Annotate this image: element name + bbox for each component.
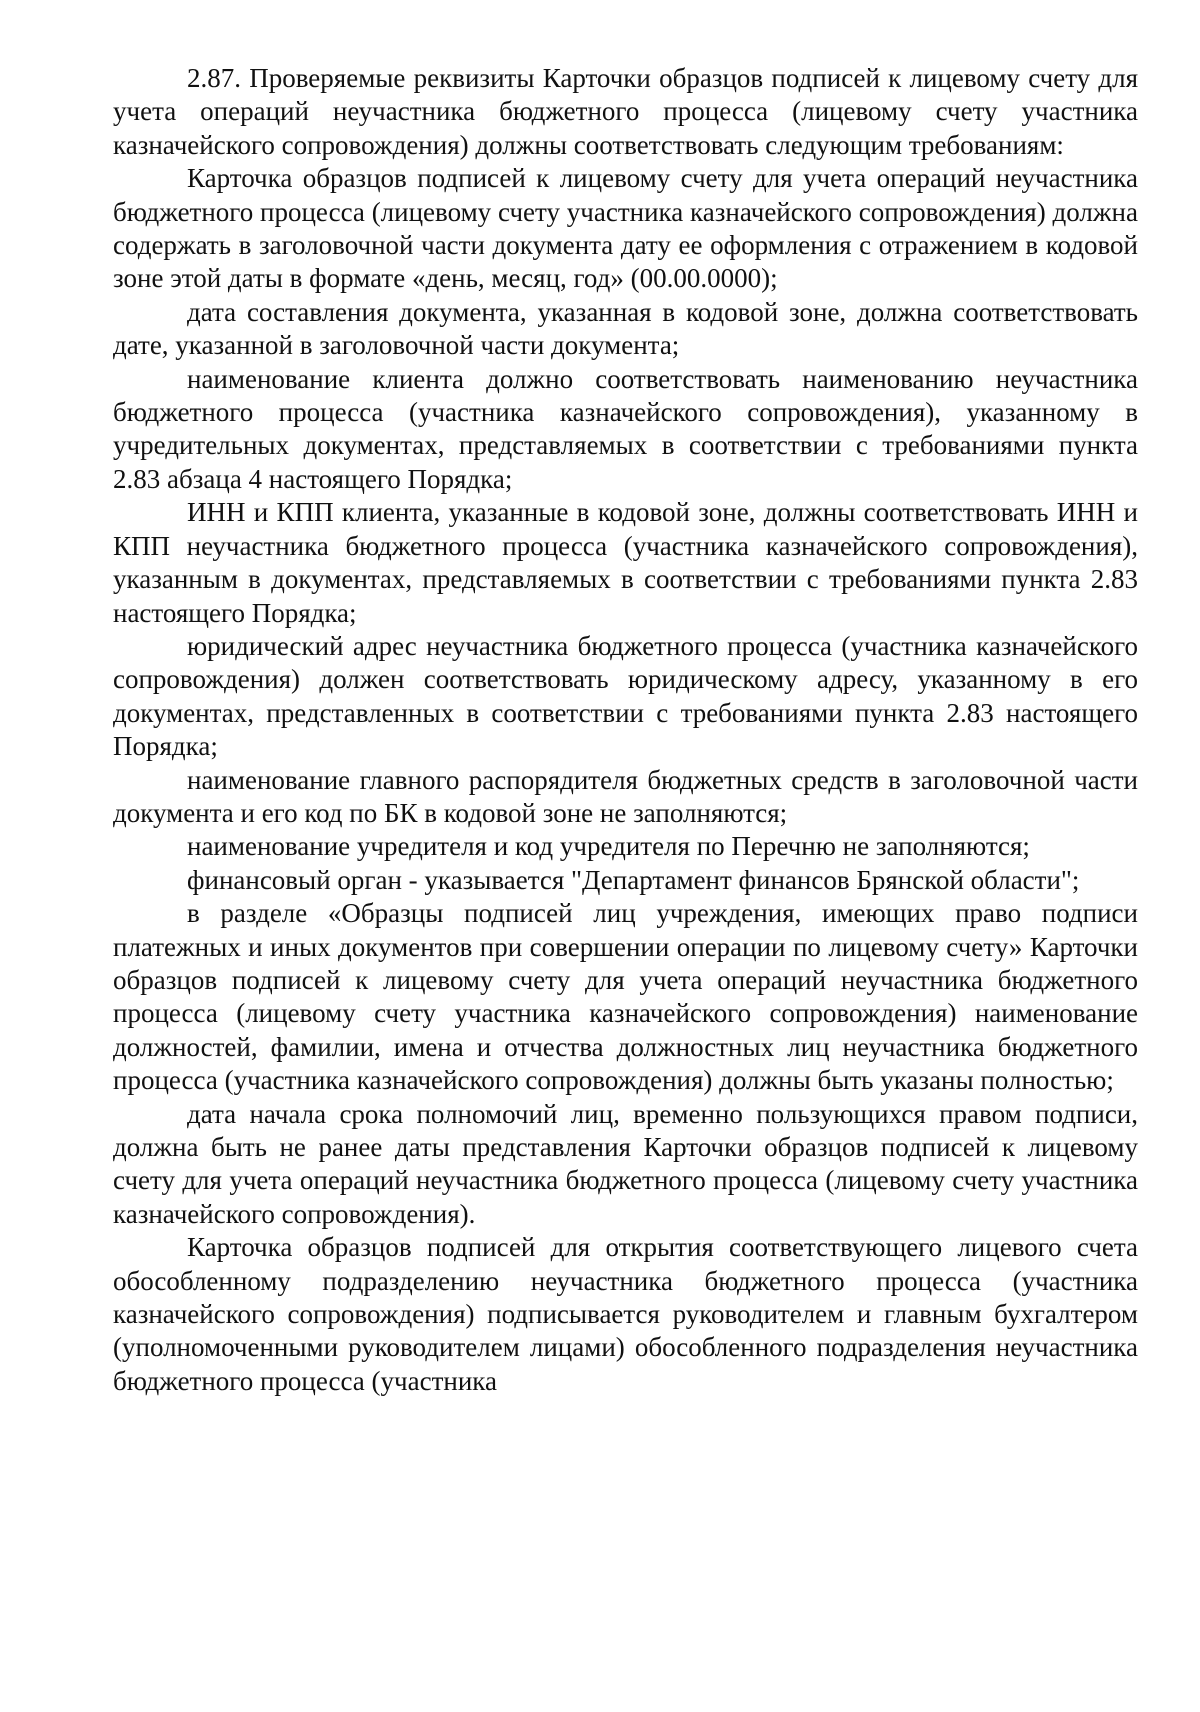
paragraph-document-date: дата составления документа, указанная в кодовой зоне, должна соответствовать дате, указанной в заголовочной части документа; xyxy=(113,296,1138,361)
paragraph-authority-date: дата начала срока полномочий лиц, временно пользующихся правом подписи, должна быть не ранее даты представления Карточки образцов подписей к лицевому счету для учета операций неучастника бюджетного процесса (лицевому счету участника казначейского сопровождения). xyxy=(113,1098,1138,1229)
paragraph-client-name: наименование клиента должно соответствовать наименованию неучастника бюджетного процесса (участника казначейского сопровождения), указанному в учредительных документах, представляемых в соответствии с требованиями пункта 2.83 абзаца 4 настоящего Порядка; xyxy=(113,363,1138,494)
paragraph-inn-kpp: ИНН и КПП клиента, указанные в кодовой зоне, должны соответствовать ИНН и КПП неучастника бюджетного процесса (участника казначейского сопровождения), указанным в документах, представляемых в соответствии с требованиями пункта 2.83 настоящего Порядка; xyxy=(113,497,1138,628)
paragraph-separate-division: Карточка образцов подписей для открытия соответствующего лицевого счета обособленному подразделению неучастника бюджетного процесса (участника казначейского сопровождения) подписывается руководителем и главным бухгалтером (уполномоченными руководителем лицами) обособленного подразделения неучастника бюджетного процесса (участника xyxy=(113,1232,1138,1396)
paragraph-card-date: Карточка образцов подписей к лицевому счету для учета операций неучастника бюджетного процесса (лицевому счету участника казначейского сопровождения) должна содержать в заголовочной части документа дату ее оформления с отражением в кодовой зоне этой даты в формате «день, месяц, год» (00.00.0000); xyxy=(113,163,1138,294)
paragraph-signature-samples: в разделе «Образцы подписей лиц учреждения, имеющих право подписи платежных и иных документов при совершении операции по лицевому счету» Карточки образцов подписей к лицевому счету для учета операций неучастника бюджетного процесса (лицевому счету участника казначейского сопровождения) наименование должностей, фамилии, имена и отчества должностных лиц неучастника бюджетного процесса (участника казначейского сопровождения) должны быть указаны полностью; xyxy=(113,898,1138,1096)
document-body xyxy=(113,62,1138,1398)
paragraph-financial-body: финансовый орган - указывается "Департамент финансов Брянской области"; xyxy=(187,864,1080,895)
paragraph-chief-manager: наименование главного распорядителя бюджетных средств в заголовочной части документа и его код по БК в кодовой зоне не заполняются; xyxy=(113,764,1138,828)
paragraph-legal-address: юридический адрес неучастника бюджетного процесса (участника казначейского сопровождения) должен соответствовать юридическому адресу, указанному в его документах, представленных в соответствии с требованиями пункта 2.83 настоящего Порядка; xyxy=(113,630,1138,762)
paragraph-2-87-heading: 2.87. Проверяемые реквизиты Карточки образцов подписей к лицевому счету для учета операций неучастника бюджетного процесса (лицевому счету участника казначейского сопровождения) должны соответствовать следующим требованиям: xyxy=(113,63,1138,160)
paragraph-founder: наименование учредителя и код учредителя по Перечню не заполняются; xyxy=(187,831,1030,862)
